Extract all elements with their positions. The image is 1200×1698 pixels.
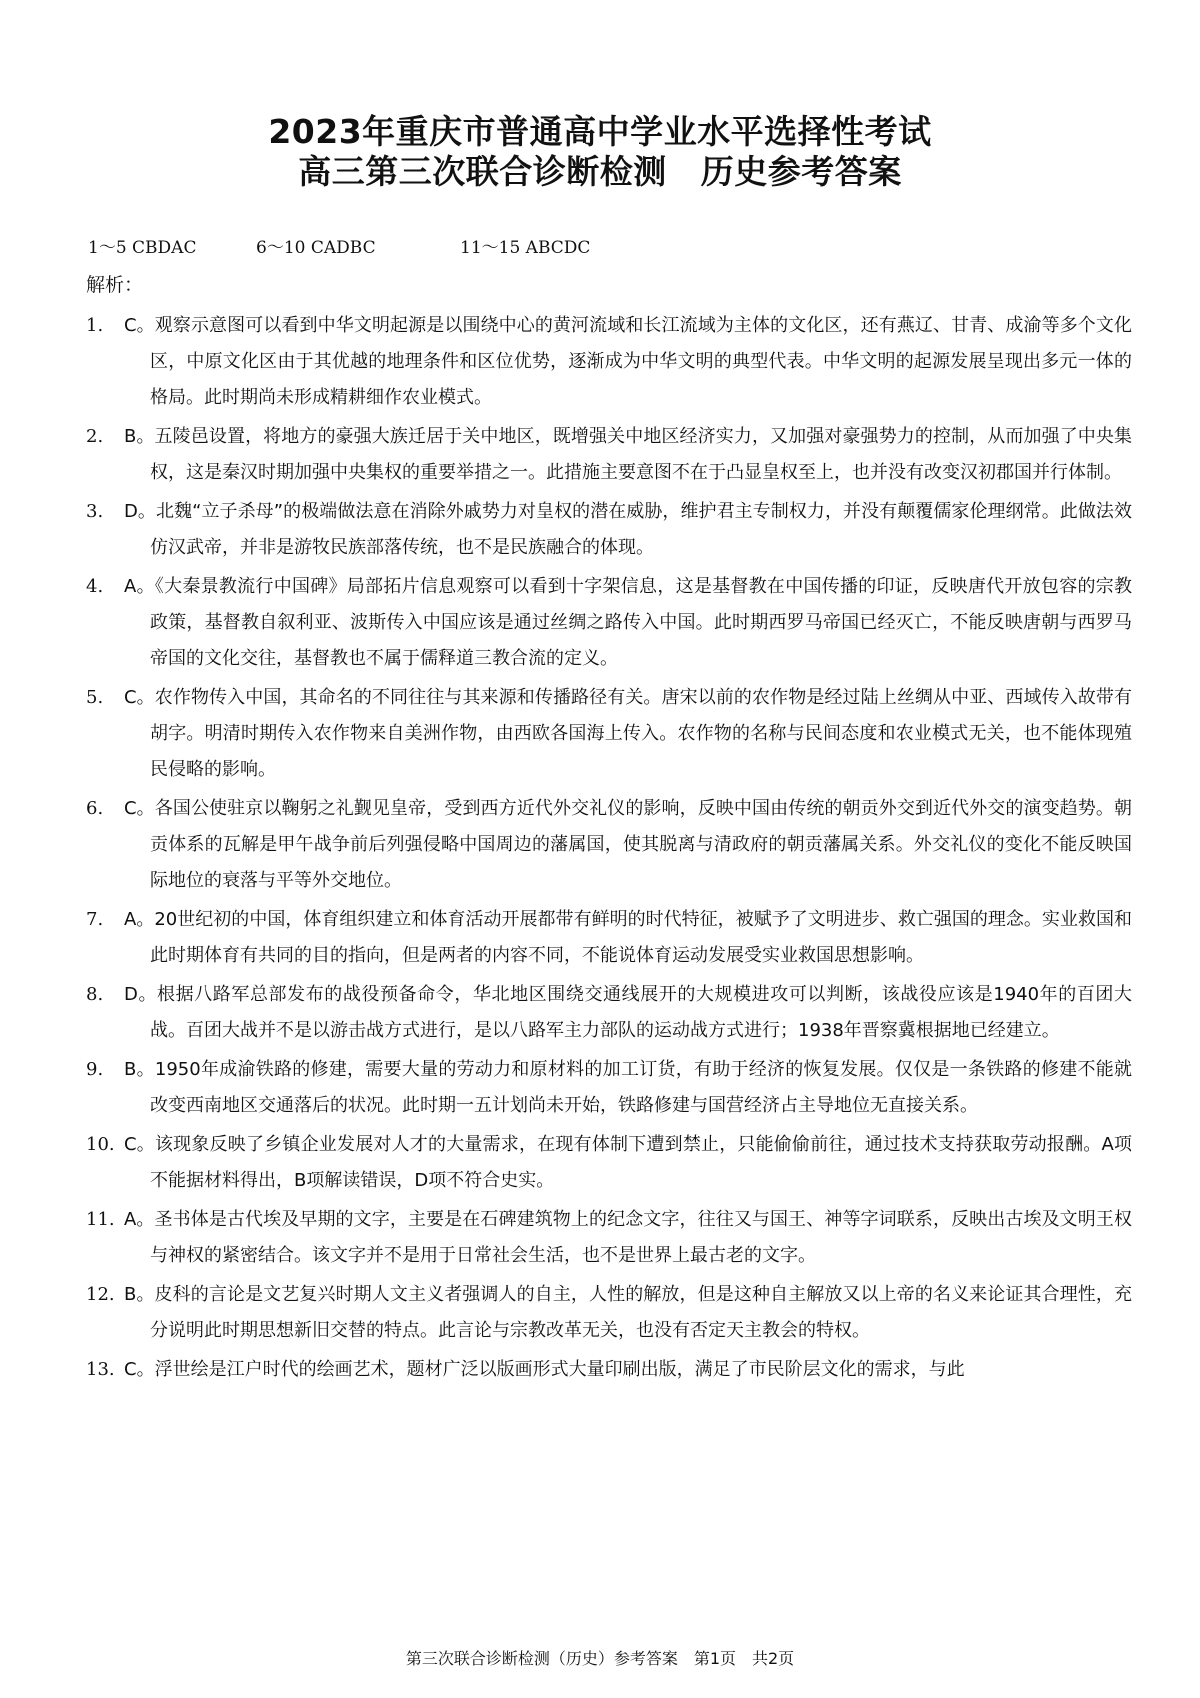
item-number: 4. bbox=[86, 576, 104, 597]
document-title-exam-name: 高三第三次联合诊断检测 bbox=[298, 152, 667, 191]
item-text: C。浮世绘是江户时代的绘画艺术，题材广泛以版画形式大量印刷出版，满足了市民阶层文化的需求，与此 bbox=[124, 1359, 965, 1380]
analysis-list bbox=[0, 308, 1200, 1391]
analysis-item bbox=[0, 791, 1200, 899]
analysis-item bbox=[0, 902, 1200, 974]
item-text: B。五陵邑设置，将地方的豪强大族迁居于关中地区，既增强关中地区经济实力，又加强对豪强势力的控制，从而加强了中央集权，这是秦汉时期加强中央集权的重要举措之一。此措施主要意图不在于凸显皇权至上，也并没有改变汉初郡国并行体制。 bbox=[124, 426, 1132, 483]
item-text: A。圣书体是古代埃及早期的文字，主要是在石碑建筑物上的纪念文字，往往又与国王、神等字词联系，反映出古埃及文明王权与神权的紧密结合。该文字并不是用于日常社会生活，也不是世界上最古老的文字。 bbox=[124, 1209, 1132, 1266]
item-number: 1. bbox=[86, 315, 104, 336]
document-title-line1: 2023年重庆市普通高中学业水平选择性考试 bbox=[268, 112, 932, 151]
item-text: C。各国公使驻京以鞠躬之礼觐见皇帝，受到西方近代外交礼仪的影响，反映中国由传统的朝贡外交到近代外交的演变趋势。朝贡体系的瓦解是甲午战争前后列强侵略中国周边的藩属国，使其脱离与清政府的朝贡藩属关系。外交礼仪的变化不能反映国际地位的衰落与平等外交地位。 bbox=[124, 798, 1132, 891]
analysis-item bbox=[0, 494, 1200, 566]
item-text: B。1950年成渝铁路的修建，需要大量的劳动力和原材料的加工订货，有助于经济的恢复发展。仅仅是一条铁路的修建不能就改变西南地区交通落后的状况。此时期一五计划尚未开始，铁路修建与国营经济占主导地位无直接关系。 bbox=[124, 1059, 1132, 1116]
analysis-item bbox=[0, 977, 1200, 1049]
item-number: 7. bbox=[86, 909, 104, 930]
page-footer: 第三次联合诊断检测（历史）参考答案 第1页 共2页 bbox=[405, 1649, 795, 1668]
item-text: C。农作物传入中国，其命名的不同往往与其来源和传播路径有关。唐宋以前的农作物是经过陆上丝绸从中亚、西域传入故带有胡字。明清时期传入农作物来自美洲作物，由西欧各国海上传入。农作物的名称与民间态度和农业模式无关，也不能体现殖民侵略的影响。 bbox=[124, 687, 1132, 780]
item-text: C。该现象反映了乡镇企业发展对人才的大量需求，在现有体制下遭到禁止，只能偷偷前往，通过技术支持获取劳动报酬。A项不能据材料得出，B项解读错误，D项不符合史实。 bbox=[124, 1134, 1132, 1191]
item-number: 12. bbox=[86, 1284, 115, 1305]
answer-group-11-15: 11～15 ABCDC bbox=[460, 238, 591, 258]
analysis-heading: 解析： bbox=[86, 274, 144, 296]
answer-group-6-10: 6～10 CADBC bbox=[256, 238, 376, 258]
document-title-line2 bbox=[0, 152, 1200, 192]
item-number: 13. bbox=[86, 1359, 115, 1380]
item-number: 5. bbox=[86, 687, 104, 708]
item-text: A。20世纪初的中国，体育组织建立和体育活动开展都带有鲜明的时代特征，被赋予了文明进步、救亡强国的理念。实业救国和此时期体育有共同的目的指向，但是两者的内容不同，不能说体育运动发展受实业救国思想影响。 bbox=[124, 909, 1132, 966]
item-text: A。《大秦景教流行中国碑》局部拓片信息观察可以看到十字架信息，这是基督教在中国传播的印证，反映唐代开放包容的宗教政策，基督教自叙利亚、波斯传入中国应该是通过丝绸之路传入中国。此时期西罗马帝国已经灭亡，不能反映唐朝与西罗马帝国的文化交往，基督教也不属于儒释道三教合流的定义。 bbox=[124, 576, 1132, 669]
item-number: 11. bbox=[86, 1209, 115, 1230]
item-number: 2. bbox=[86, 426, 104, 447]
analysis-item bbox=[0, 569, 1200, 677]
item-text: D。根据八路军总部发布的战役预备命令，华北地区围绕交通线展开的大规模进攻可以判断，该战役应该是1940年的百团大战。百团大战并不是以游击战方式进行，是以八路军主力部队的运动战方式进行；1938年晋察冀根据地已经建立。 bbox=[124, 984, 1132, 1041]
analysis-item bbox=[0, 1277, 1200, 1349]
analysis-item bbox=[0, 308, 1200, 416]
analysis-item bbox=[0, 1127, 1200, 1199]
analysis-item bbox=[0, 1052, 1200, 1124]
item-number: 3. bbox=[86, 501, 104, 522]
analysis-item bbox=[0, 1202, 1200, 1274]
item-text: C。观察示意图可以看到中华文明起源是以围绕中心的黄河流域和长江流域为主体的文化区，还有燕辽、甘青、成渝等多个文化区，中原文化区由于其优越的地理条件和区位优势，逐渐成为中华文明的典型代表。中华文明的起源发展呈现出多元一体的格局。此时期尚未形成精耕细作农业模式。 bbox=[124, 315, 1132, 408]
item-number: 6. bbox=[86, 798, 104, 819]
item-text: B。皮科的言论是文艺复兴时期人文主义者强调人的自主，人性的解放，但是这种自主解放又以上帝的名义来论证其合理性，充分说明此时期思想新旧交替的特点。此言论与宗教改革无关，也没有否定天主教会的特权。 bbox=[124, 1284, 1132, 1341]
analysis-item bbox=[0, 680, 1200, 788]
item-number: 8. bbox=[86, 984, 104, 1005]
item-number: 9. bbox=[86, 1059, 104, 1080]
answer-group-1-5: 1～5 CBDAC bbox=[88, 238, 197, 258]
item-number: 10. bbox=[86, 1134, 115, 1155]
analysis-item bbox=[0, 419, 1200, 491]
item-text: D。北魏“立子杀母”的极端做法意在消除外戚势力对皇权的潜在威胁，维护君主专制权力，并没有颠覆儒家伦理纲常。此做法效仿汉武帝，并非是游牧民族部落传统，也不是民族融合的体现。 bbox=[124, 501, 1132, 558]
document-title-subject: 历史参考答案 bbox=[700, 152, 902, 191]
analysis-item bbox=[0, 1352, 1200, 1388]
